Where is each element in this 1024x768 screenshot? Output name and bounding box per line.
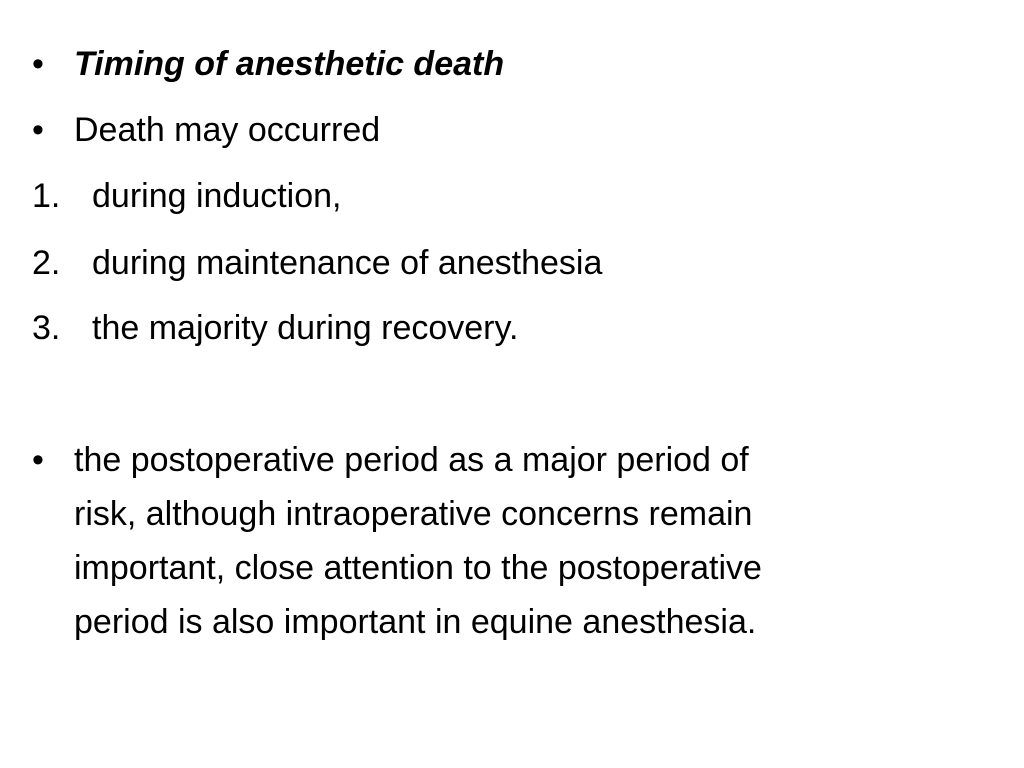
list-number: 3. (32, 309, 61, 347)
intro-text: Death may occurred (74, 111, 381, 149)
bullet-icon: • (32, 111, 44, 149)
list-item-text: during maintenance of anesthesia (92, 244, 603, 282)
list-number: 2. (32, 244, 61, 282)
bullet-icon: • (32, 441, 44, 479)
paragraph-line-2: risk, although intraoperative concerns remain (74, 495, 753, 533)
list-item-text: during induction, (92, 177, 342, 215)
paragraph-line-3: important, close attention to the postoperative (74, 549, 762, 587)
slide-heading: Timing of anesthetic death (74, 45, 505, 83)
list-number: 1. (32, 177, 61, 215)
bullet-icon: • (32, 45, 44, 83)
list-item-text: the majority during recovery. (92, 309, 519, 347)
paragraph-line-4: period is also important in equine anesthesia. (74, 603, 757, 641)
paragraph-line-1: the postoperative period as a major period of (74, 441, 749, 479)
